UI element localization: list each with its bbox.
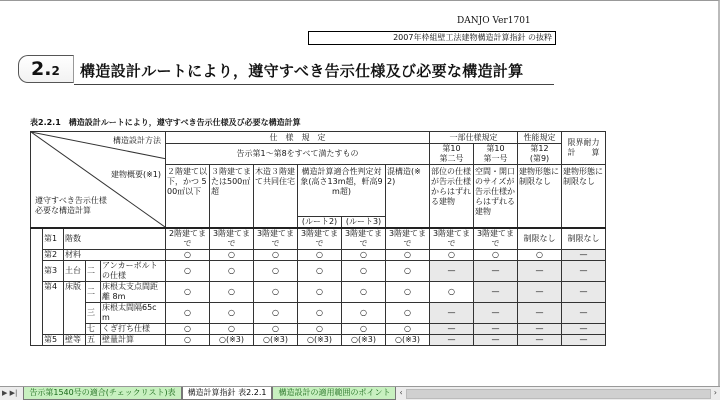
value-cell: ○: [430, 250, 474, 261]
row-label: 土台: [64, 261, 86, 282]
desc-cell: 混構造(※2): [386, 165, 430, 229]
desc-cell: 木造３階建て共同住宅: [254, 165, 298, 229]
value-cell: ○: [342, 261, 386, 282]
value-cell: ○: [254, 261, 298, 282]
row-label: 壁等: [64, 335, 86, 346]
value-cell: ○: [210, 261, 254, 282]
value-cell: ○: [254, 324, 298, 335]
table-row: [31, 324, 606, 335]
value-cell: ○: [518, 250, 562, 261]
value-cell: 3階建てまで: [474, 228, 518, 250]
value-cell: ○: [430, 282, 474, 303]
value-cell: ○: [166, 282, 210, 303]
value-cell: ○: [210, 282, 254, 303]
value-cell: ○: [386, 282, 430, 303]
sheet-tab-table-221[interactable]: 構造計算指針 表2.2.1: [182, 387, 273, 400]
value-cell: ○: [474, 250, 518, 261]
value-cell: ○: [298, 324, 342, 335]
table-row: [31, 228, 606, 250]
group-partial: 一部仕様規定: [430, 132, 518, 144]
corner-cell: [31, 132, 166, 229]
value-cell: —: [474, 335, 518, 346]
value-cell: ○(※3): [342, 335, 386, 346]
row-label: 三: [86, 303, 101, 324]
row-label: 階数: [64, 228, 166, 250]
value-cell: 3階建てまで: [298, 228, 342, 250]
value-cell: ○: [298, 261, 342, 282]
value-cell: ○: [210, 250, 254, 261]
value-cell: —: [518, 324, 562, 335]
sheet-tab-checklist[interactable]: 告示第1540号の適合(チェックリスト)表: [23, 387, 181, 400]
sheet-tab-bar: [0, 386, 720, 400]
value-cell: 3階建てまで: [254, 228, 298, 250]
desc-cell: 空間・開口のサイズが告示仕様からはずれる建物: [474, 165, 518, 229]
value-cell: ○(※3): [298, 335, 342, 346]
desc-cell: 構造計算適合性判定対象(高さ13m超，軒高9m超): [298, 165, 386, 217]
value-cell: 3階建てまで: [210, 228, 254, 250]
version-label: DANJO Ver1701: [457, 16, 531, 26]
row-label: 二: [86, 261, 101, 282]
sub-10-1: 第10 第一号: [474, 144, 518, 165]
value-cell: ○: [166, 335, 210, 346]
value-cell: ○: [166, 303, 210, 324]
value-cell: ○: [386, 303, 430, 324]
value-cell: —: [518, 261, 562, 282]
value-cell: 3階建てまで: [430, 228, 474, 250]
scroll-right-icon[interactable]: ›: [713, 388, 717, 397]
value-cell: 3階建てまで: [342, 228, 386, 250]
row-label: 二: [86, 282, 101, 303]
sheet-tab-points[interactable]: 構造設計の適用範囲のポイント: [272, 387, 396, 400]
value-cell: ○(※3): [386, 335, 430, 346]
row-label: 第4: [43, 282, 64, 335]
spec-table: [30, 131, 606, 346]
value-cell: 3階建てまで: [386, 228, 430, 250]
value-cell: —: [474, 261, 518, 282]
table-row: [31, 250, 606, 261]
value-cell: ○: [342, 303, 386, 324]
row-label: 材料: [64, 250, 166, 261]
section-title: 構造設計ルートにより，遵守すべき告示仕様及び必要な構造計算: [80, 62, 524, 80]
row-label: くぎ打ち仕様: [101, 324, 166, 335]
value-cell: —: [430, 324, 474, 335]
value-cell: ○: [166, 261, 210, 282]
sub-12: 第12 (第9): [518, 144, 562, 165]
horizontal-scrollbar[interactable]: [406, 389, 711, 399]
corner-method: 構造設計方法: [113, 136, 161, 145]
value-cell: —: [562, 250, 606, 261]
group-spec: 仕 様 規 定: [166, 132, 430, 144]
value-cell: —: [430, 335, 474, 346]
title-underline: [74, 84, 554, 85]
desc-cell: 建物形態に制限なし: [562, 165, 606, 229]
value-cell: —: [518, 303, 562, 324]
row-label: 五: [86, 335, 101, 346]
desc-cell: 建物形態に制限なし: [518, 165, 562, 229]
value-cell: ○: [254, 303, 298, 324]
row-label: 床版: [64, 282, 86, 335]
value-cell: ○: [386, 261, 430, 282]
value-cell: ○: [386, 250, 430, 261]
value-cell: ○: [342, 282, 386, 303]
value-cell: 制限なし: [518, 228, 562, 250]
value-cell: 制限なし: [562, 228, 606, 250]
table-row: [31, 335, 606, 346]
value-cell: ○(※3): [254, 335, 298, 346]
value-cell: ○: [298, 250, 342, 261]
tab-nav-arrows-icon[interactable]: ▶ ▶|: [2, 389, 18, 397]
value-cell: —: [562, 335, 606, 346]
row-label: 第3: [43, 261, 64, 282]
row-label: 床根太間隔65cm: [101, 303, 166, 324]
desc-cell: 部位の仕様が告示仕様からはずれる建物: [430, 165, 474, 229]
row-label: 第5: [43, 335, 64, 346]
row-label: 床根太支点間距離 8m: [101, 282, 166, 303]
value-cell: —: [474, 282, 518, 303]
row-label: 壁量計算: [101, 335, 166, 346]
value-cell: —: [474, 324, 518, 335]
value-cell: ○: [210, 324, 254, 335]
row-label: 七: [86, 324, 101, 335]
row-label: アンカーボルトの仕様: [101, 261, 166, 282]
source-box: 2007年枠組壁工法建物構造計算指針 の抜粋: [308, 31, 556, 45]
value-cell: ○: [342, 250, 386, 261]
value-cell: —: [518, 282, 562, 303]
value-cell: ○: [254, 250, 298, 261]
sub-10-2: 第10 第二号: [430, 144, 474, 165]
corner-rows: 遵守すべき告示仕様 必要な構造計算: [35, 196, 107, 215]
value-cell: ○: [342, 324, 386, 335]
row-label: 第2: [43, 250, 64, 261]
table-row: [31, 282, 606, 303]
margin-cell: [31, 228, 43, 346]
value-cell: —: [430, 303, 474, 324]
value-cell: —: [562, 282, 606, 303]
corner-overview: 建物概要(※1): [110, 170, 161, 179]
section-number-sub: 2: [51, 64, 60, 78]
sub-all: 告示第1～第8をすべて満たすもの: [166, 144, 430, 165]
group-limit: 限界耐力 計 算: [562, 132, 606, 165]
group-performance: 性能規定: [518, 132, 562, 144]
desc-cell: ３階建てまたは500㎡超: [210, 165, 254, 229]
table-row: [31, 303, 606, 324]
value-cell: —: [562, 261, 606, 282]
table-row: [31, 261, 606, 282]
route-2: (ルート2): [298, 217, 342, 229]
scroll-left-icon[interactable]: ‹: [399, 388, 403, 397]
value-cell: ○: [254, 282, 298, 303]
value-cell: ○: [298, 282, 342, 303]
desc-cell: ２階建て以下，かつ 500㎡以下: [166, 165, 210, 229]
value-cell: ○: [166, 250, 210, 261]
section-number: [18, 55, 74, 83]
value-cell: —: [562, 324, 606, 335]
row-label: 第1: [43, 228, 64, 250]
value-cell: ○: [166, 324, 210, 335]
value-cell: 2階建てまで: [166, 228, 210, 250]
value-cell: ○: [210, 303, 254, 324]
value-cell: ○: [386, 324, 430, 335]
table-caption: 表2.2.1 構造設計ルートにより，遵守すべき告示仕様及び必要な構造計算: [30, 118, 301, 127]
value-cell: —: [474, 303, 518, 324]
section-number-main: 2.: [31, 58, 52, 80]
value-cell: ○: [298, 303, 342, 324]
value-cell: —: [430, 261, 474, 282]
value-cell: —: [562, 303, 606, 324]
value-cell: —: [518, 335, 562, 346]
value-cell: ○(※3): [210, 335, 254, 346]
route-3: (ルート3): [342, 217, 386, 229]
